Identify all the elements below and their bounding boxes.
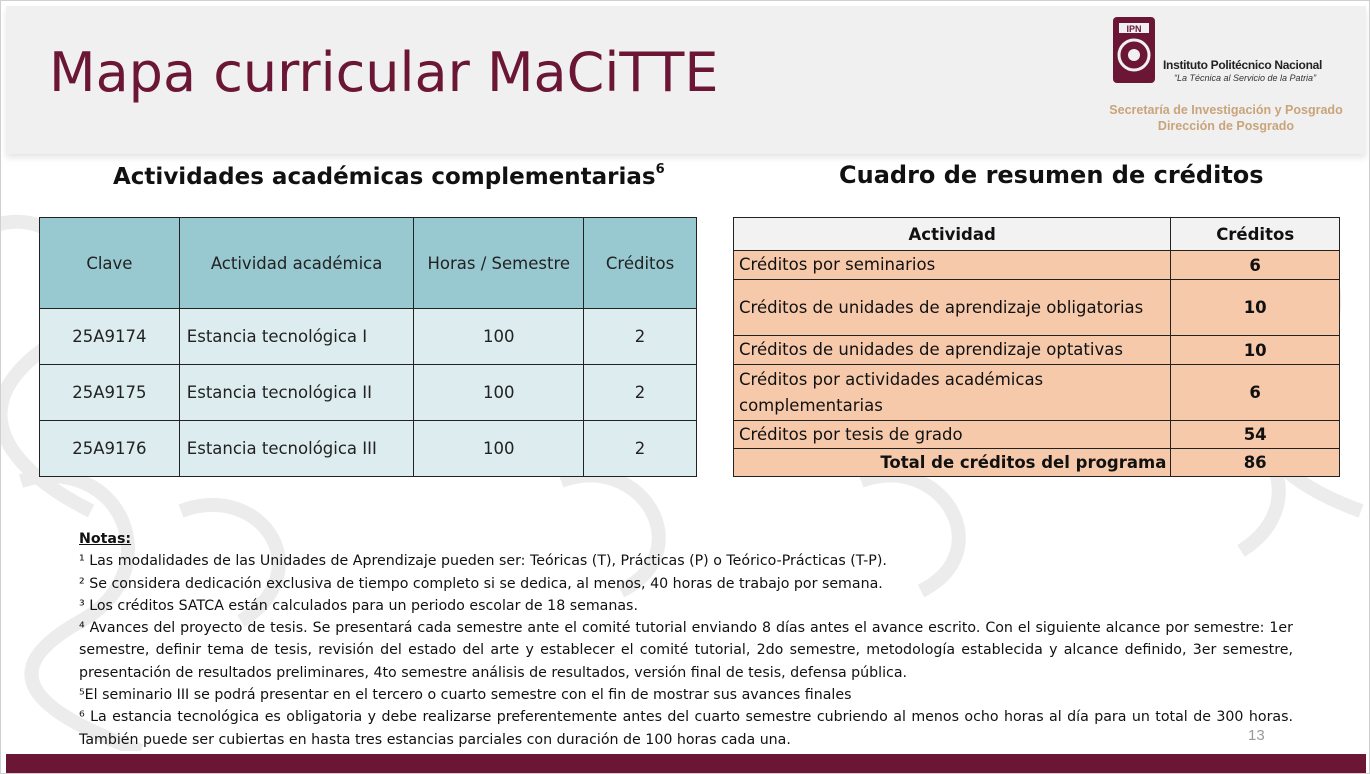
cell-actividad: Créditos por tesis de grado [734, 421, 1171, 449]
table-row [734, 365, 1340, 421]
cell-actividad: Estancia tecnológica III [179, 421, 414, 477]
cell-creditos: 10 [1171, 280, 1340, 336]
cell-actividad: Estancia tecnológica I [179, 309, 414, 365]
cell-actividad: Créditos por actividades académicas complementarias [734, 365, 1171, 421]
secretaria-label: Secretaría de Investigación y Posgrado [1109, 103, 1343, 117]
col-header-actividad: Actividad académica [179, 218, 414, 309]
cell-actividad: Créditos de unidades de aprendizaje obligatorias [734, 280, 1171, 336]
cell-clave: 25A9174 [40, 309, 180, 365]
note-item: ² Se considera dedicación exclusiva de tiempo completo si se dedica, al menos, 40 horas de trabajo por semana. [79, 575, 883, 592]
cell-creditos: 10 [1171, 336, 1340, 365]
svg-text:IPN: IPN [1126, 24, 1142, 34]
total-label: Total de créditos del programa [734, 449, 1171, 477]
heading-footnote-ref: 6 [655, 162, 665, 177]
col-header-actividad: Actividad [734, 218, 1171, 251]
ipn-logo [1109, 15, 1159, 85]
institution-motto: “La Técnica al Servicio de la Patria” [1174, 73, 1317, 83]
cell-actividad: Estancia tecnológica II [179, 365, 414, 421]
table-row [40, 365, 697, 421]
cell-horas: 100 [414, 421, 584, 477]
table-row [734, 280, 1340, 336]
col-header-creditos: Créditos [584, 218, 697, 309]
activities-heading: Actividades académicas complementarias$^6$ [113, 162, 665, 190]
note-item: ⁶ La estancia tecnológica es obligatoria y debe realizarse preferentemente antes del cuarto semestre cubriendo al menos ocho horas al día para un total de 300 horas. También puede ser cubiertas en hasta tres estancias parciales con duración de 100 horas cada una. [79, 709, 1293, 748]
col-header-horas: Horas / Semestre [414, 218, 584, 309]
cell-horas: 100 [414, 365, 584, 421]
col-header-clave: Clave [40, 218, 180, 309]
notes-section [79, 528, 1293, 751]
total-row [734, 449, 1340, 477]
cell-creditos: 54 [1171, 421, 1340, 449]
direccion-label: Dirección de Posgrado [1157, 119, 1295, 133]
institution-name: Instituto Politécnico Nacional [1163, 58, 1323, 72]
cell-creditos: 2 [584, 421, 697, 477]
notes-title: Notas: [79, 531, 132, 547]
credits-summary-heading: Cuadro de resumen de créditos [839, 161, 1264, 189]
table-header-row [40, 218, 697, 309]
table-row [734, 251, 1340, 280]
note-item: ¹ Las modalidades de las Unidades de Aprendizaje pueden ser: Teóricas (T), Prácticas (P) o Teórico-Prácticas (T-P). [79, 553, 887, 570]
page-number: 13 [1248, 727, 1265, 744]
activities-table [39, 217, 697, 477]
total-value: 86 [1171, 449, 1340, 477]
table-row [734, 421, 1340, 449]
slide-title: Mapa curricular MaCiTTE [49, 41, 719, 104]
table-row [40, 421, 697, 477]
cell-clave: 25A9175 [40, 365, 180, 421]
cell-actividad: Créditos por seminarios [734, 251, 1171, 280]
table-row [734, 336, 1340, 365]
cell-actividad: Créditos de unidades de aprendizaje optativas [734, 336, 1171, 365]
credits-summary-table [733, 217, 1340, 477]
table-row [40, 309, 697, 365]
table-header-row [734, 218, 1340, 251]
note-item: ⁴ Avances del proyecto de tesis. Se presentará cada semestre ante el comité tutorial enviando 8 días antes el avance escrito. Con el siguiente alcance por semestre: 1er semestre, definir tema de tesis, revisión del estado del arte y establecer el comité tutorial, 2do semestre, metodología establecida y alcance definido, 3er semestre, presentación de resultados preliminares, 4to semestre análisis de resultados, versión final de tesis, defensa pública. [79, 620, 1293, 681]
cell-creditos: 2 [584, 309, 697, 365]
cell-creditos: 2 [584, 365, 697, 421]
cell-creditos: 6 [1171, 251, 1340, 280]
note-item: ⁵El seminario III se podrá presentar en el tercero o cuarto semestre con el fin de mostrar sus avances finales [79, 687, 852, 704]
col-header-creditos: Créditos [1171, 218, 1340, 251]
cell-clave: 25A9176 [40, 421, 180, 477]
cell-creditos: 6 [1171, 365, 1340, 421]
footer-bar [6, 754, 1366, 773]
cell-horas: 100 [414, 309, 584, 365]
note-item: ³ Los créditos SATCA están calculados para un periodo escolar de 18 semanas. [79, 597, 638, 614]
